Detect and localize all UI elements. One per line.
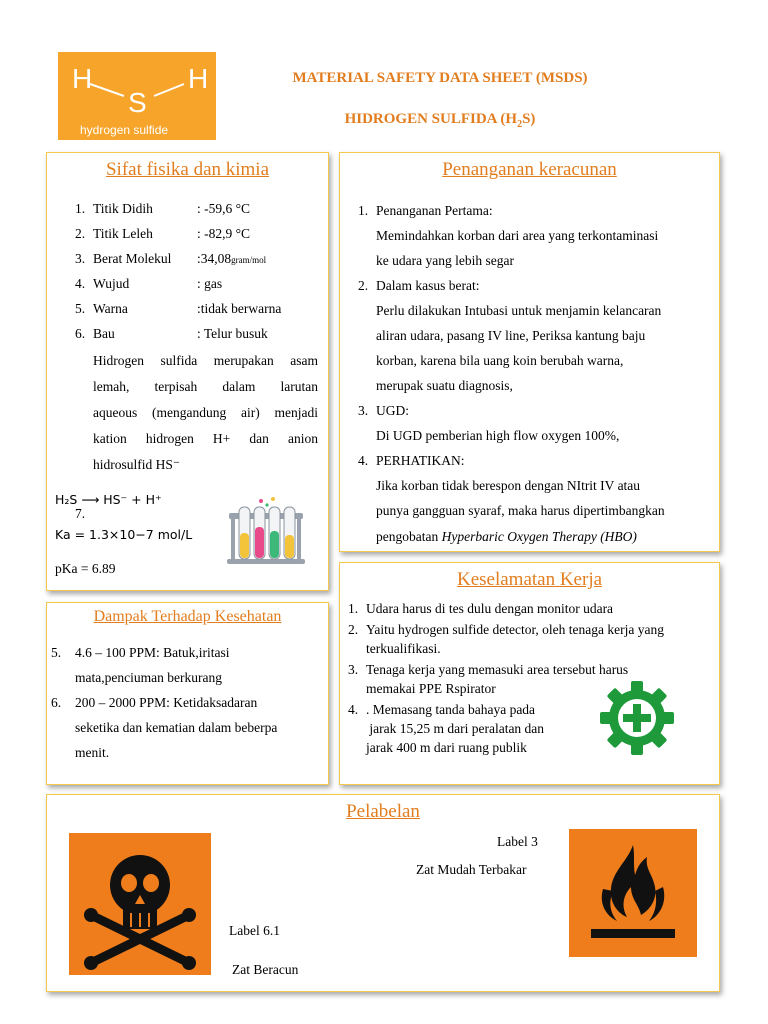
label-3-desc: Zat Mudah Terbakar bbox=[416, 862, 527, 877]
keselamatan-item-num: 1. bbox=[348, 601, 359, 616]
dampak-item-line: 4.6 – 100 PPM: Batuk,iritasi bbox=[75, 645, 230, 660]
sifat-item-label: Wujud bbox=[93, 276, 130, 291]
label-61-desc: Zat Beracun bbox=[232, 962, 299, 977]
penanganan-heading: Penanganan keracunan bbox=[442, 159, 617, 180]
penanganan-panel bbox=[339, 152, 720, 552]
sifat-item-value: : Telur busuk bbox=[197, 326, 268, 341]
dampak-item-line: mata,penciuman berkurang bbox=[75, 670, 222, 685]
keselamatan-item-line: jarak 400 m dari ruang publik bbox=[366, 740, 527, 755]
keselamatan-heading: Keselamatan Kerja bbox=[456, 569, 603, 590]
dampak-item-num: 5. bbox=[51, 645, 62, 660]
item-7-line: lemah, terpisah dalam larutan bbox=[93, 379, 318, 394]
penanganan-item-num: 2. bbox=[358, 278, 369, 293]
keselamatan-panel bbox=[339, 562, 720, 785]
sifat-item-label: Bau bbox=[93, 326, 115, 341]
penanganan-item-label: Dalam kasus berat: bbox=[376, 278, 480, 293]
sifat-item-value: : -82,9 °C bbox=[197, 226, 251, 241]
penanganan-item-line: Perlu dilakukan Intubasi untuk menjamin kelancaran bbox=[376, 303, 662, 318]
dampak-heading: Dampak Terhadap Kesehatan bbox=[93, 608, 282, 625]
penanganan-last-line: pengobatan Hyperbaric Oxygen Therapy (HBO) bbox=[376, 529, 637, 544]
dampak-item-num: 6. bbox=[51, 695, 62, 710]
penanganan-item-label: PERHATIKAN: bbox=[376, 453, 465, 468]
h2s-logo bbox=[58, 52, 216, 140]
sifat-item-label: Titik Leleh bbox=[93, 226, 153, 241]
sifat-item-num: 4. bbox=[75, 276, 86, 291]
logo-h2: H bbox=[188, 63, 209, 94]
equation-pka: pKa = 6.89 bbox=[55, 561, 116, 576]
keselamatan-item-num: 3. bbox=[348, 662, 359, 677]
keselamatan-item-line: memakai PPE Rspirator bbox=[366, 681, 496, 696]
equation-ka: Ka = 1.3×10−7 mol/L bbox=[55, 527, 193, 542]
page-title: MATERIAL SAFETY DATA SHEET (MSDS) bbox=[292, 70, 588, 86]
sifat-item-unit: gram/mol bbox=[231, 255, 267, 265]
item-7-line: hidrosulfid HS⁻ bbox=[93, 457, 181, 472]
test-tubes-icon bbox=[223, 495, 313, 567]
flammable-label bbox=[569, 829, 697, 957]
sifat-item-num: 5. bbox=[75, 301, 86, 316]
item-7-line: kation hidrogen H+ dan anion bbox=[93, 431, 318, 446]
keselamatan-item-line: Tenaga kerja yang memasuki area tersebut harus bbox=[366, 662, 629, 677]
keselamatan-item-line: terkualifikasi. bbox=[366, 641, 441, 656]
sifat-item-value: :34,08gram/mol bbox=[197, 251, 267, 266]
sifat-item-label: Berat Molekul bbox=[93, 251, 172, 266]
keselamatan-item-line: . Memasang tanda bahaya pada bbox=[366, 702, 536, 717]
penanganan-item-line: aliran udara, pasang IV line, Periksa kantung baju bbox=[376, 328, 646, 343]
penanganan-item-line: Di UGD pemberian high flow oxygen 100%, bbox=[376, 428, 620, 443]
pelabelan-heading: Pelabelan bbox=[346, 801, 420, 822]
sifat-item-value: :tidak berwarna bbox=[197, 301, 282, 316]
logo-h1: H bbox=[72, 63, 93, 94]
toxic-label bbox=[69, 833, 211, 975]
dampak-item-line: seketika dan kematian dalam beberpa bbox=[75, 720, 278, 735]
sifat-heading: Sifat fisika dan kimia bbox=[105, 159, 270, 180]
pelabelan-panel bbox=[46, 794, 720, 992]
equation-dissociation: H₂S ⟶ HS⁻ + H⁺ bbox=[55, 492, 162, 507]
penanganan-item-num: 4. bbox=[358, 453, 369, 468]
sifat-item-num: 3. bbox=[75, 251, 86, 266]
dampak-item-line: 200 – 2000 PPM: Ketidaksadaran bbox=[75, 695, 258, 710]
keselamatan-item-line: Yaitu hydrogen sulfide detector, oleh tenaga kerja yang bbox=[366, 622, 664, 637]
label-3: Label 3 bbox=[497, 834, 538, 849]
logo-caption: hydrogen sulfide bbox=[80, 123, 169, 137]
flame-icon bbox=[569, 829, 697, 957]
sifat-item-value: : gas bbox=[197, 276, 223, 291]
keselamatan-item-line: jarak 15,25 m dari peralatan dan bbox=[366, 721, 545, 736]
penanganan-item-line: korban, karena bila uang koin berubah warna, bbox=[376, 353, 624, 368]
sifat-item-value: : -59,6 °C bbox=[197, 201, 251, 216]
sifat-item-num: 2. bbox=[75, 226, 86, 241]
penanganan-item-line: Jika korban tidak berespon dengan NItrit IV atau bbox=[376, 478, 641, 493]
penanganan-item-line: merupak suatu diagnosis, bbox=[376, 378, 513, 393]
item-7-num: 7. bbox=[75, 506, 86, 521]
skull-crossbones-icon bbox=[69, 833, 211, 975]
sifat-item-num: 1. bbox=[75, 201, 86, 216]
h2s-molecule-icon bbox=[58, 52, 216, 140]
penanganan-item-label: UGD: bbox=[376, 403, 409, 418]
penanganan-item-line: Memindahkan korban dari area yang terkontaminasi bbox=[376, 228, 659, 243]
page-subtitle: HIDROGEN SULFIDA $(H_2S)$ bbox=[344, 111, 536, 130]
penanganan-item-num: 1. bbox=[358, 203, 369, 218]
safety-gear-icon bbox=[598, 679, 676, 757]
logo-s: S bbox=[128, 87, 147, 118]
sifat-item-label: Titik Didih bbox=[93, 201, 153, 216]
sifat-panel bbox=[46, 152, 329, 591]
penanganan-item-num: 3. bbox=[358, 403, 369, 418]
keselamatan-item-line: Udara harus di tes dulu dengan monitor udara bbox=[366, 601, 614, 616]
sifat-item-label: Warna bbox=[93, 301, 128, 316]
sifat-item-num: 6. bbox=[75, 326, 86, 341]
penanganan-item-line: ke udara yang lebih segar bbox=[376, 253, 514, 268]
keselamatan-item-num: 4. bbox=[348, 702, 359, 717]
item-7-line: Hidrogen sulfida merupakan asam bbox=[93, 353, 318, 368]
penanganan-item-label: Penanganan Pertama: bbox=[376, 203, 493, 218]
label-61: Label 6.1 bbox=[229, 923, 280, 938]
dampak-item-line: menit. bbox=[75, 745, 110, 760]
penanganan-item-line: punya gangguan syaraf, maka harus dipertimbangkan bbox=[376, 503, 665, 518]
dampak-panel bbox=[46, 602, 329, 785]
item-7-line: aqueous (mengandung air) menjadi bbox=[93, 405, 318, 420]
keselamatan-item-num: 2. bbox=[348, 622, 359, 637]
